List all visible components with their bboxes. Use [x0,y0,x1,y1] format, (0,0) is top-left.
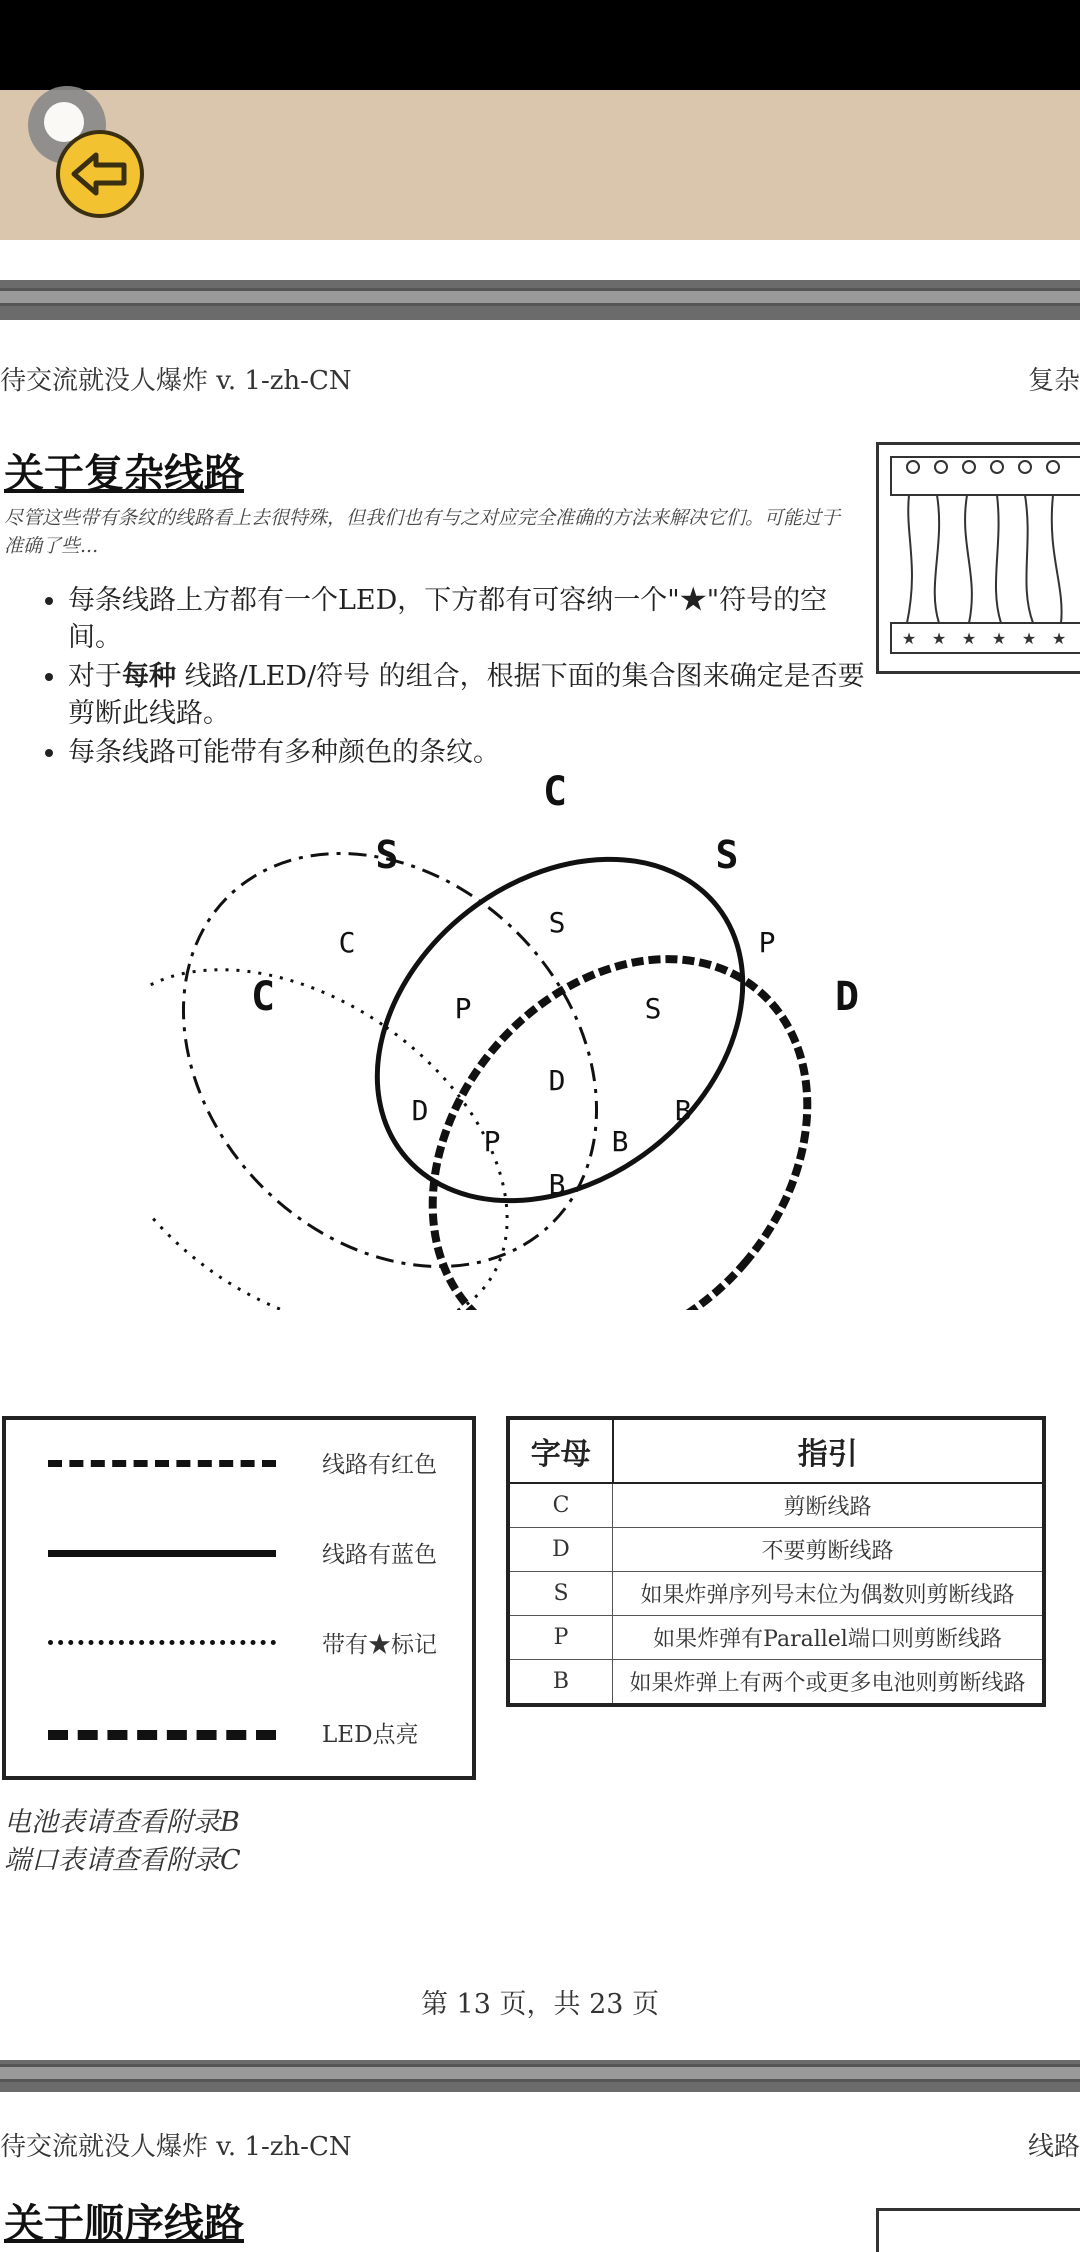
status-bar [0,0,1080,90]
solid-line [48,1550,276,1557]
page-header-left: 待交流就没人爆炸 v. 1-zh-CN [0,366,352,396]
list-item: • 对于每种 线路/LED/符号 的组合，根据下面的集合图来确定是否要剪断此线路。 [68,658,868,732]
legend-label: LED点亮 [322,1722,419,1748]
venn-label: C [338,926,356,959]
svg-text:★: ★ [901,629,917,648]
venn-label: D [411,1094,429,1127]
table-row: D 不要剪断线路 [508,1528,1044,1572]
venn-label: B [674,1094,692,1127]
legend-row [6,1532,472,1572]
app-bar [0,90,1080,240]
page-divider [0,2064,1080,2082]
venn-label: B [548,1168,566,1201]
table-header: 字母 [508,1418,613,1483]
section-subtitle: 尽管这些带有条纹的线路看上去很特殊，但我们也有与之对应完全准确的方法来解决它们。可能过于准确了些... [4,507,841,557]
list-item: • 每条线路上方都有一个LED，下方都有可容纳一个"★"符号的空间。 [68,582,868,656]
venn-label: B [611,1125,629,1158]
next-manual-page [0,2092,1080,2252]
letter-instruction-table [506,1416,1046,1707]
page-header-right: 复杂 [1027,366,1080,396]
wire-module-illustration [876,442,1080,674]
venn-label: C [542,770,568,815]
list-item: • 每条线路可能带有多种颜色的条纹。 [68,734,868,771]
venn-label: P [454,992,472,1025]
table-row: P 如果炸弹有Parallel端口则剪断线路 [508,1616,1044,1660]
manual-page [0,320,1080,2060]
svg-text:★: ★ [991,629,1007,648]
next-section-title: 关于顺序线路 [4,2200,244,2247]
legend-row [6,1712,472,1752]
venn-label: D [834,974,860,1020]
venn-label: S [375,833,399,877]
page-number: 第 13 页，共 23 页 [420,1989,660,2020]
legend-row [6,1622,472,1662]
venn-label: P [483,1125,501,1158]
legend-label: 线路有蓝色 [322,1542,437,1568]
venn-label: S [644,992,662,1025]
table-row: C 剪断线路 [508,1483,1044,1528]
table-header: 指引 [613,1418,1045,1483]
legend-label: 线路有红色 [322,1452,437,1478]
rules-list [44,582,868,773]
back-arrow-icon [70,151,130,197]
venn-label: S [548,906,566,939]
dotted-line [48,1640,276,1645]
page-header-left: 待交流就没人爆炸 v. 1-zh-CN [0,2132,352,2162]
svg-text:★: ★ [961,629,977,648]
previous-page-bottom [0,240,1080,280]
legend-label: 带有★标记 [322,1632,437,1658]
back-button[interactable] [56,130,144,218]
table-row: S 如果炸弹序列号末位为偶数则剪断线路 [508,1572,1044,1616]
venn-label: C [250,974,276,1020]
venn-label: S [715,833,739,877]
svg-text:★: ★ [931,629,947,648]
svg-text:★: ★ [1021,629,1037,648]
sequence-module-illustration [876,2208,1080,2252]
venn-label: P [758,926,776,959]
page-divider [0,288,1080,306]
thick-dashed-line [48,1730,276,1740]
venn-label: D [548,1064,566,1097]
appendix-notes: 电池表请查看附录B 端口表请查看附录C [4,1807,241,1876]
table-row: B 如果炸弹上有两个或更多电池则剪断线路 [508,1660,1044,1706]
venn-diagram [150,770,950,1310]
page-header-right: 线路 [1027,2132,1080,2162]
dash-dot-line [48,1460,276,1467]
legend-row [6,1442,472,1482]
legend-box [2,1416,476,1780]
svg-text:★: ★ [1051,629,1067,648]
section-title: 关于复杂线路 [4,450,244,497]
